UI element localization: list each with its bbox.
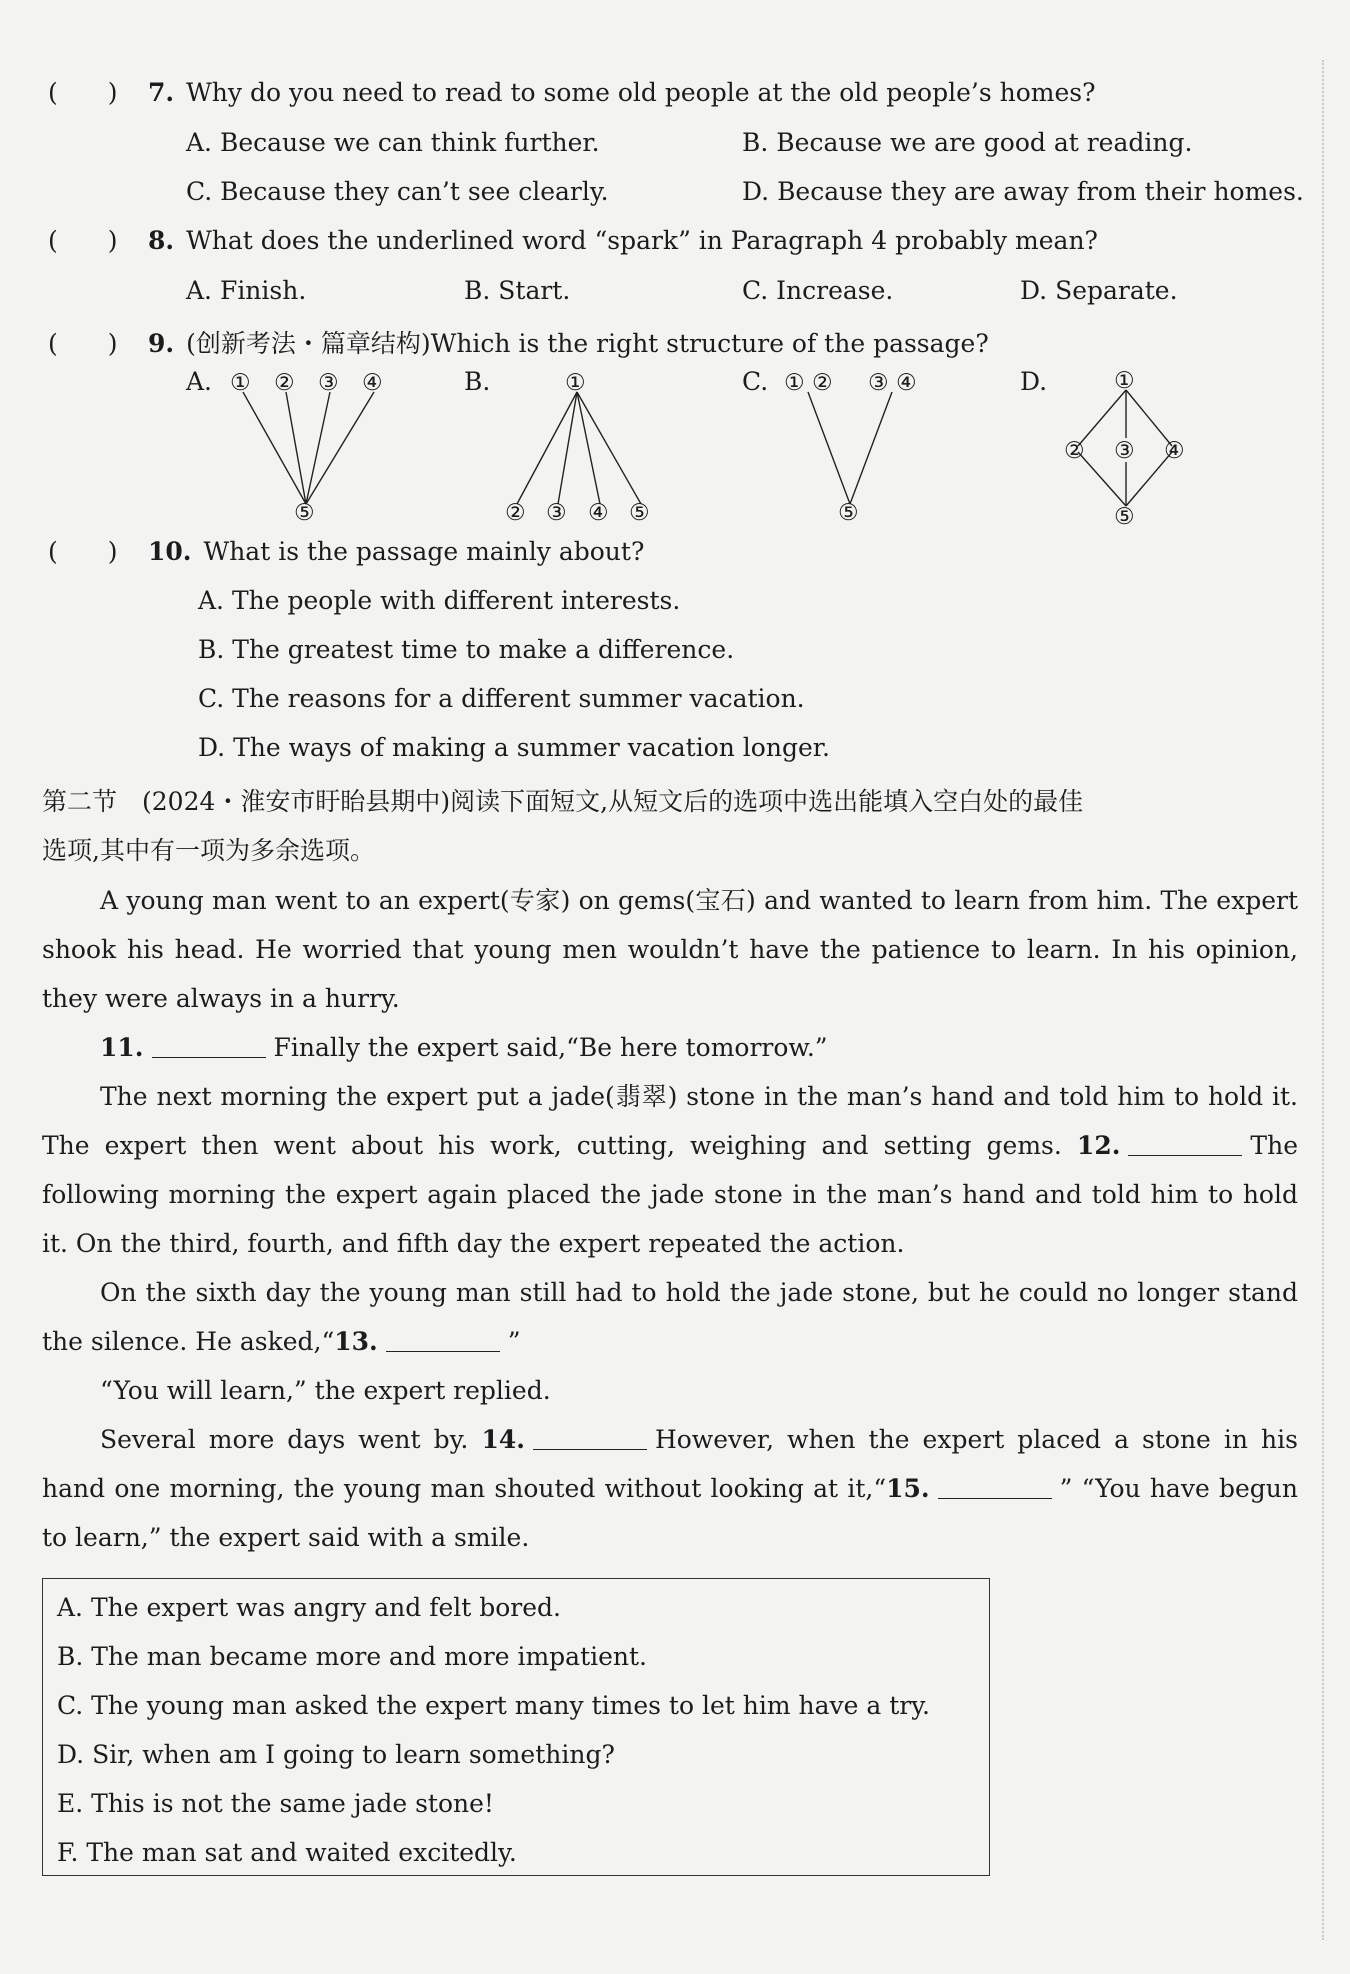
node: ③: [868, 370, 889, 396]
answer-blank-12[interactable]: [1128, 1133, 1242, 1156]
section-heading-cont: 选项,其中有一项为多余选项。: [42, 836, 375, 865]
answer-bracket[interactable]: ( ): [48, 78, 118, 107]
answer-bracket[interactable]: ( ): [48, 329, 118, 358]
answer-blank-13[interactable]: [386, 1329, 500, 1352]
option-7b: B. Because we are good at reading.: [742, 128, 1193, 157]
passage-paragraph-2: 11. Finally the expert said,“Be here tomorrow.”: [100, 1033, 828, 1062]
question-number: 8.: [148, 226, 175, 255]
choices-box: [42, 1578, 990, 1876]
option-8a: A. Finish.: [186, 276, 307, 305]
option-10d: D. The ways of making a summer vacation longer.: [198, 733, 830, 762]
node: ①: [565, 370, 586, 396]
node: ⑤: [294, 500, 315, 526]
node: ④: [1164, 438, 1185, 464]
answer-blank-11[interactable]: [152, 1035, 266, 1058]
answer-bracket[interactable]: ( ): [48, 537, 118, 566]
passage-paragraph-5: “You will learn,” the expert replied.: [100, 1376, 551, 1405]
option-7d: D. Because they are away from their homes.: [742, 177, 1304, 206]
diagram-label-b: B.: [464, 367, 491, 396]
question-10: [48, 537, 644, 566]
answer-blank-14[interactable]: [533, 1427, 647, 1450]
option-10a: A. The people with different interests.: [198, 586, 681, 615]
diagram-label-c: C.: [742, 367, 769, 396]
node: ④: [896, 370, 917, 396]
option-8b: B. Start.: [464, 276, 571, 305]
diagram-label-d: D.: [1020, 367, 1048, 396]
question-stem: (创新考法・篇章结构)Which is the right structure of the passage?: [186, 329, 989, 358]
node: ②: [505, 500, 526, 526]
option-8d: D. Separate.: [1020, 276, 1178, 305]
node: ②: [274, 370, 295, 396]
node: ①: [230, 370, 251, 396]
node: ④: [362, 370, 383, 396]
passage-paragraph-3: The next morning the expert put a jade(翡翠) stone in the man’s hand and told him to hold it. The expert then went about his work, cutting, weighing and setting gems. 12. The following morning the expert again placed the jade stone in the man’s hand and told him to hold it. On the third, fourth, and fifth day the expert repeated the action.: [42, 1082, 1298, 1258]
choice-b: B. The man became more and more impatient.: [57, 1642, 648, 1671]
node: ③: [1114, 438, 1135, 464]
option-8c: C. Increase.: [742, 276, 894, 305]
choice-e: E. This is not the same jade stone!: [57, 1789, 494, 1818]
question-number: 7.: [148, 78, 175, 107]
node: ⑤: [629, 500, 650, 526]
passage-paragraph-6: Several more days went by. 14. However, when the expert placed a stone in his hand one morning, the young man shouted without looking at it,“15. ” “You have begun to learn,” the expert said with a smile.: [42, 1425, 1299, 1552]
question-number: 10.: [148, 537, 192, 566]
choice-d: D. Sir, when am I going to learn something?: [57, 1740, 615, 1769]
answer-bracket[interactable]: ( ): [48, 226, 118, 255]
choice-f: F. The man sat and waited excitedly.: [57, 1838, 517, 1867]
node: ⑤: [838, 500, 859, 526]
question-number: 9.: [148, 329, 175, 358]
node: ①: [1114, 368, 1135, 394]
option-7a: A. Because we can think further.: [186, 128, 600, 157]
passage-paragraph-4: On the sixth day the young man still had to hold the jade stone, but he could no longer stand the silence. He asked,“13. ”: [42, 1278, 1298, 1356]
node: ⑤: [1114, 504, 1135, 530]
section-heading: 第二节 (2024・淮安市盱眙县期中)阅读下面短文,从短文后的选项中选出能填入空白处的最佳: [42, 787, 1084, 816]
answer-blank-15[interactable]: [938, 1476, 1052, 1499]
choice-c: C. The young man asked the expert many times to let him have a try.: [57, 1691, 930, 1720]
passage-paragraph-1: A young man went to an expert(专家) on gems(宝石) and wanted to learn from him. The expert shook his head. He worried that young men wouldn’t have the patience to learn. In his opinion, they were always in a hurry.: [42, 886, 1298, 1013]
node: ①: [784, 370, 805, 396]
node: ③: [546, 500, 567, 526]
question-stem: Why do you need to read to some old people at the old people’s homes?: [186, 78, 1096, 107]
question-stem: What does the underlined word “spark” in Paragraph 4 probably mean?: [186, 226, 1098, 255]
question-8: [48, 226, 1098, 255]
page-edge-divider: [1322, 60, 1324, 1940]
node: ②: [812, 370, 833, 396]
question-7: [48, 78, 1095, 107]
question-stem: What is the passage mainly about?: [203, 537, 645, 566]
diagram-label-a: A.: [186, 367, 213, 396]
option-10b: B. The greatest time to make a difference.: [198, 635, 735, 664]
node: ④: [588, 500, 609, 526]
node: ②: [1064, 438, 1085, 464]
structure-diagrams: [0, 360, 1200, 530]
node: ③: [318, 370, 339, 396]
option-7c: C. Because they can’t see clearly.: [186, 177, 609, 206]
choice-a: A. The expert was angry and felt bored.: [57, 1593, 561, 1622]
option-10c: C. The reasons for a different summer vacation.: [198, 684, 805, 713]
question-9: [48, 324, 989, 360]
